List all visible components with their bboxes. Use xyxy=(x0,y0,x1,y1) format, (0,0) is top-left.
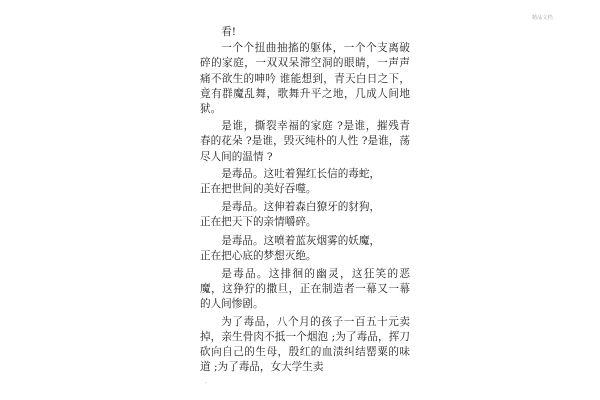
page-speck xyxy=(205,382,206,383)
document-title: 看! xyxy=(221,26,237,38)
stanza-snake xyxy=(200,167,410,197)
paragraph-questions: 是谁，撕裂幸福的家庭 ?是谁，摧残青春的花朵 ?是谁，毁灭纯朴的人性 ?是谁，荡尽人间的温情 ? xyxy=(200,120,410,163)
stanza-demon xyxy=(200,234,410,264)
stanza-line: 正在把世间的美好吞噬。 xyxy=(200,183,317,196)
stanza-jackal xyxy=(200,200,410,230)
stanza-ghost: 是毒品。这排徊的幽灵，这狂笑的恶魔，这狰狞的撒旦，正在制造者一幕又一幕的人间惨剧。 xyxy=(200,268,410,311)
stanza-line: 正在把天下的亲情嚼碎。 xyxy=(200,216,317,229)
stanza-line: 是毒品。这伸着森白獠牙的豺狗， xyxy=(221,201,381,214)
paragraph-consequences: 为了毒品，八个月的孩子一百五十元卖掉，亲生骨肉不抵一个烟泡 ;为了毒品，挥刀砍向自己的生母，殷红的血渍纠结罂粟的味道 ;为了毒品，女大学生卖 xyxy=(200,315,410,374)
document-body xyxy=(200,25,410,377)
header-watermark: 精品文档 xyxy=(532,15,553,21)
stanza-line: 是毒品。这喷着蓝灰烟雾的妖魔， xyxy=(221,234,381,247)
stanza-line: 是毒品。这吐着猩红长信的毒蛇， xyxy=(221,167,381,180)
stanza-line: 正在把心底的梦想灭绝。 xyxy=(200,249,317,262)
paragraph-opening: 一个个扭曲抽搐的躯体，一个个支离破碎的家庭，一双双呆滞空洞的眼睛，一声声痛不欲生的呻吟 谁能想到，青天白日之下，竟有群魔乱舞，歌舞升平之地，几成人间地狱。 xyxy=(200,42,410,116)
